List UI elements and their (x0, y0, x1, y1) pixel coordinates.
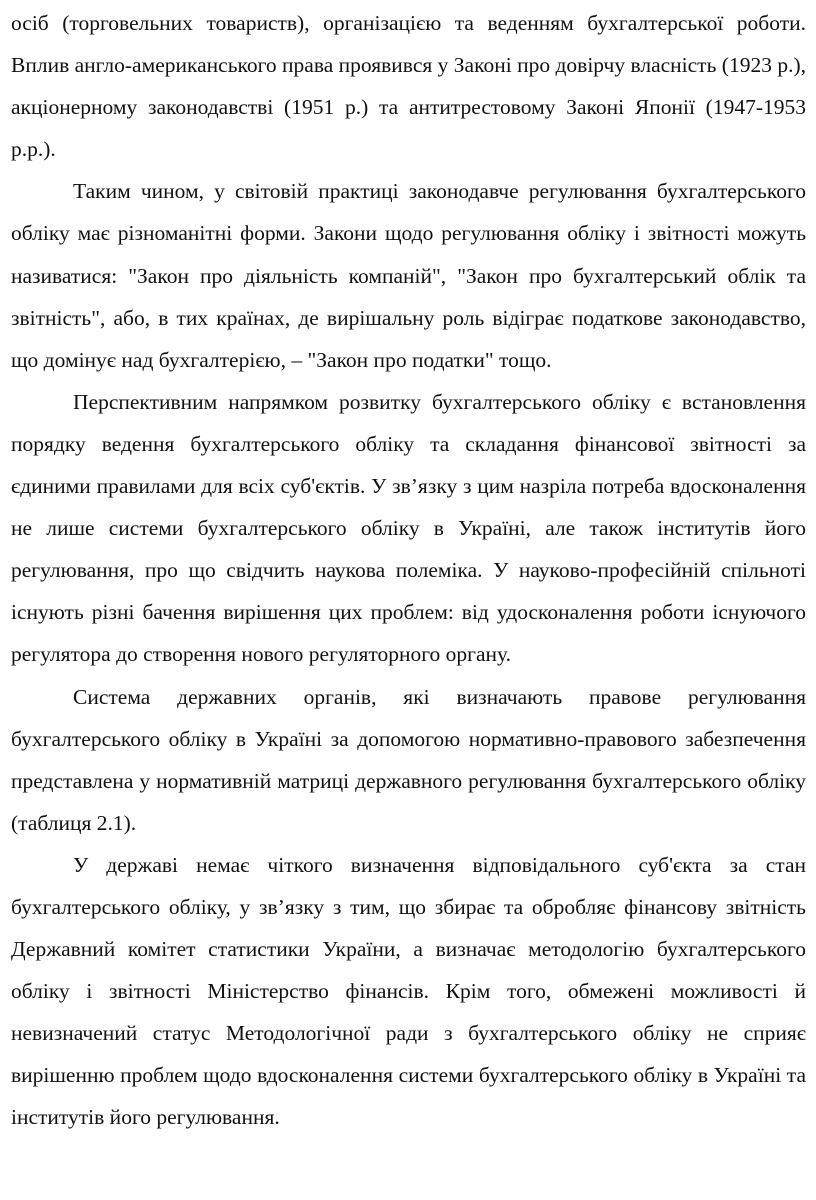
document-page (11, 2, 806, 1139)
paragraph-5: У державі немає чіткого визначення відповідального суб'єкта за стан бухгалтерського обліку, у зв’язку з тим, що збирає та обробляє фінансову звітність Державний комітет статистики України, а визначає методологію бухгалтерського обліку і звітності Міністерство фінансів. Крім того, обмежені можливості й невизначений статус Методологічної ради з бухгалтерського обліку не сприяє вирішенню проблем щодо вдосконалення системи бухгалтерського обліку в Україні та інститутів його регулювання. (11, 852, 806, 1130)
paragraph-2: Таким чином, у світовій практиці законодавче регулювання бухгалтерського обліку має різноманітні форми. Закони щодо регулювання обліку і звітності можуть називатися: "Закон про діяльність компаній", "Закон про бухгалтерський облік та звітність", або, в тих країнах, де вирішальну роль відіграє податкове законодавство, що домінує над бухгалтерією, – "Закон про податки" тощо. (11, 179, 806, 372)
paragraph-3: Перспективним напрямком розвитку бухгалтерського обліку є встановлення порядку ведення бухгалтерського обліку та складання фінансової звітності за єдиними правилами для всіх суб'єктів. У зв’язку з цим назріла потреба вдосконалення не лише системи бухгалтерського обліку в Україні, але також інститутів його регулювання, про що свідчить наукова полеміка. У науково-професійній спільноті існують різні бачення вирішення цих проблем: від удосконалення роботи існуючого регулятора до створення нового регуляторного органу. (11, 389, 806, 667)
paragraph-1: осіб (торговельних товариств), організацією та веденням бухгалтерської роботи. Вплив англо-американського права проявився у Законі про довірчу власність (1923 р.), акціонерному законодавстві (1951 р.) та антитрестовому Законі Японії (1947-1953 р.р.). (11, 11, 806, 162)
paragraph-4: Система державних органів, які визначають правове регулювання бухгалтерського обліку в Україні за допомогою нормативно-правового забезпечення представлена у нормативній матриці державного регулювання бухгалтерського обліку (таблиця 2.1). (11, 684, 806, 835)
